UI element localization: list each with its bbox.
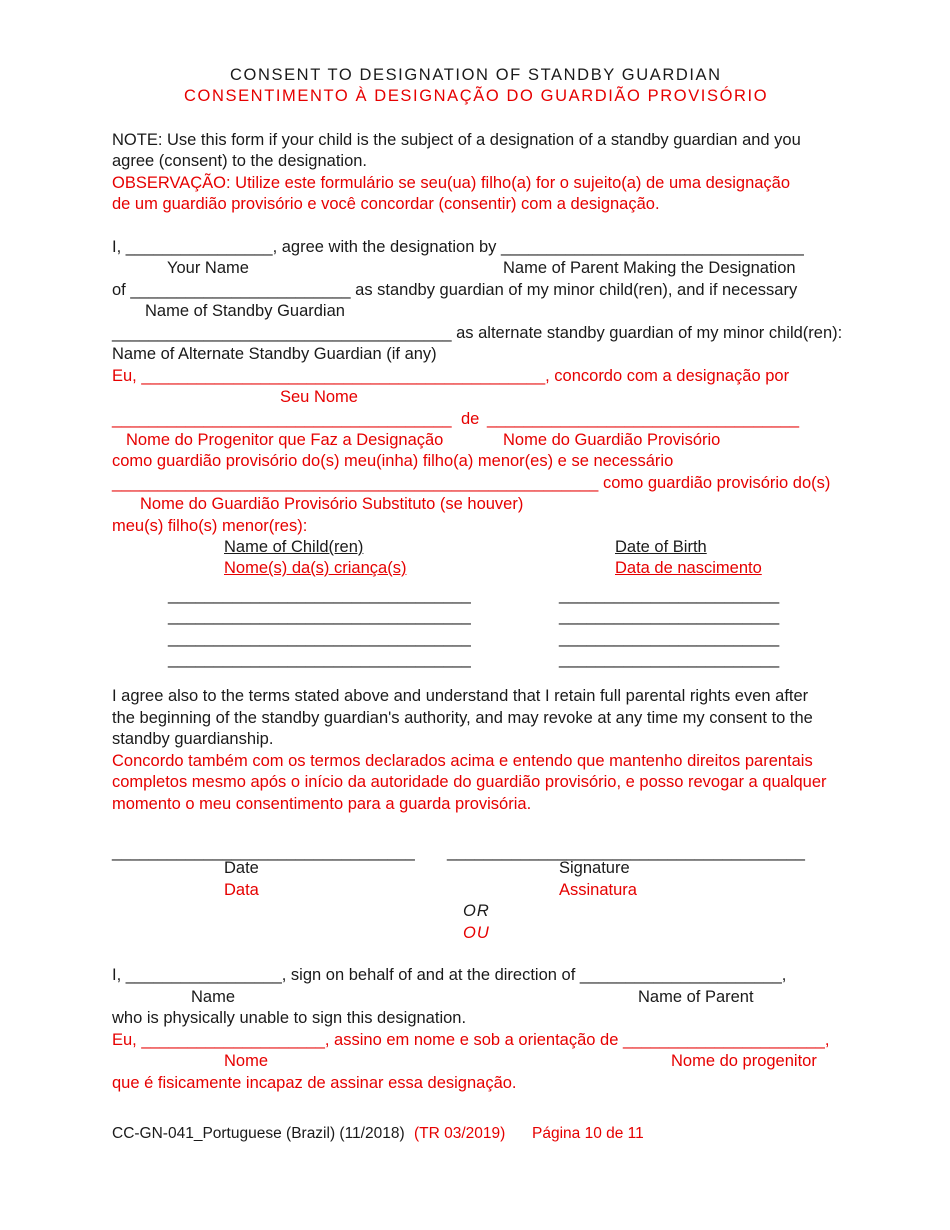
note-pt-line-2: de um guardião provisório e você concordar (consentir) com a designação. (112, 195, 660, 213)
label-date-pt: Data (224, 881, 259, 899)
note-en-line-2: agree (consent) to the designation. (112, 152, 368, 170)
child-name-blank[interactable]: _________________________________ (168, 650, 471, 668)
agreement-en-line-2: the beginning of the standby guardian's authority, and may revoke at any time my consent to the (112, 709, 813, 727)
agreement-pt-line-2: completos mesmo após o início da autoridade do guardião provisório, e posso revogar a qualquer (112, 773, 827, 791)
label-signature-en: Signature (559, 859, 630, 877)
behalf-pt-line-2: que é fisicamente incapaz de assinar essa designação. (112, 1074, 517, 1092)
agreement-pt-line-1: Concordo também com os termos declarados acima e entendo que mantenho direitos parentais (112, 752, 813, 770)
form-title-en: CONSENT TO DESIGNATION OF STANDBY GUARDIAN (230, 66, 722, 84)
behalf-en-line-1: I, _________________, sign on behalf of and at the direction of ______________________, (112, 966, 787, 984)
label-nome-progenitor: Nome do Progenitor que Faz a Designação (126, 431, 444, 449)
agreement-pt-line-3: momento o meu consentimento para a guarda provisória. (112, 795, 532, 813)
label-signature-pt: Assinatura (559, 881, 637, 899)
agreement-en-line-1: I agree also to the terms stated above and understand that I retain full parental rights even after (112, 687, 809, 705)
note-en-line-1: NOTE: Use this form if your child is the subject of a designation of a standby guardian and you (112, 131, 801, 149)
col-header-dob-en: Date of Birth (615, 538, 707, 556)
col-header-dob-pt: Data de nascimento (615, 559, 762, 577)
child-name-blank[interactable]: _________________________________ (168, 607, 471, 625)
col-header-child-name-pt: Nome(s) da(s) criança(s) (224, 559, 407, 577)
child-dob-blank[interactable]: ________________________ (559, 650, 780, 668)
child-name-blank[interactable]: _________________________________ (168, 629, 471, 647)
label-parent-making-designation: Name of Parent Making the Designation (503, 259, 796, 277)
designation-pt-line-2c: __________________________________ (487, 410, 800, 428)
label-alternate-guardian: Name of Alternate Standby Guardian (if any) (112, 345, 437, 363)
label-behalf-parent: Name of Parent (638, 988, 754, 1006)
label-seu-nome: Seu Nome (280, 388, 358, 406)
footer-form-id: CC-GN-041_Portuguese (Brazil) (11/2018) (112, 1125, 405, 1142)
designation-pt-line-5: meu(s) filho(s) menor(res): (112, 517, 308, 535)
label-guardiao-substituto: Nome do Guardião Provisório Substituto (se houver) (140, 495, 524, 513)
label-standby-guardian: Name of Standby Guardian (145, 302, 345, 320)
date-blank[interactable]: _________________________________ (112, 843, 415, 861)
designation-pt-line-2a: _____________________________________ (112, 410, 452, 428)
designation-en-line-3: _____________________________________ as alternate standby guardian of my minor child(ren): (112, 324, 843, 342)
note-pt-line-1: OBSERVAÇÃO: Utilize este formulário se seu(ua) filho(a) for o sujeito(a) de uma designação (112, 174, 791, 192)
designation-pt-line-1: Eu, ____________________________________________, concordo com a designação por (112, 367, 790, 385)
designation-pt-line-3: como guardião provisório do(s) meu(inha) filho(a) menor(es) e se necessário (112, 452, 674, 470)
label-date-en: Date (224, 859, 259, 877)
child-dob-blank[interactable]: ________________________ (559, 586, 780, 604)
behalf-en-line-2: who is physically unable to sign this designation. (112, 1009, 467, 1027)
signature-blank[interactable]: _______________________________________ (447, 843, 805, 861)
designation-en-line-2: of ________________________ as standby guardian of my minor child(ren), and if necessary (112, 281, 798, 299)
designation-en-line-1: I, ________________, agree with the designation by _________________________________ (112, 238, 804, 256)
label-behalf-name: Name (191, 988, 236, 1006)
label-your-name: Your Name (167, 259, 249, 277)
child-dob-blank[interactable]: ________________________ (559, 629, 780, 647)
footer-page-number: Página 10 de 11 (532, 1125, 644, 1142)
or-separator-en: OR (463, 902, 490, 920)
behalf-pt-line-1: Eu, ____________________, assino em nome e sob a orientação de ______________________, (112, 1031, 830, 1049)
child-dob-blank[interactable]: ________________________ (559, 607, 780, 625)
designation-pt-line-2b: de (461, 410, 480, 428)
label-nome-guardiao: Nome do Guardião Provisório (503, 431, 721, 449)
designation-pt-line-4: _____________________________________________________ como guardião provisório do(s) (112, 474, 831, 492)
child-name-blank[interactable]: _________________________________ (168, 586, 471, 604)
label-behalf-progenitor: Nome do progenitor (671, 1052, 817, 1070)
form-title-pt: CONSENTIMENTO À DESIGNAÇÃO DO GUARDIÃO PROVISÓRIO (184, 87, 769, 105)
footer-tr: (TR 03/2019) (414, 1125, 506, 1142)
label-behalf-nome: Nome (224, 1052, 269, 1070)
agreement-en-line-3: standby guardianship. (112, 730, 274, 748)
col-header-child-name-en: Name of Child(ren) (224, 538, 364, 556)
or-separator-pt: OU (463, 924, 490, 942)
